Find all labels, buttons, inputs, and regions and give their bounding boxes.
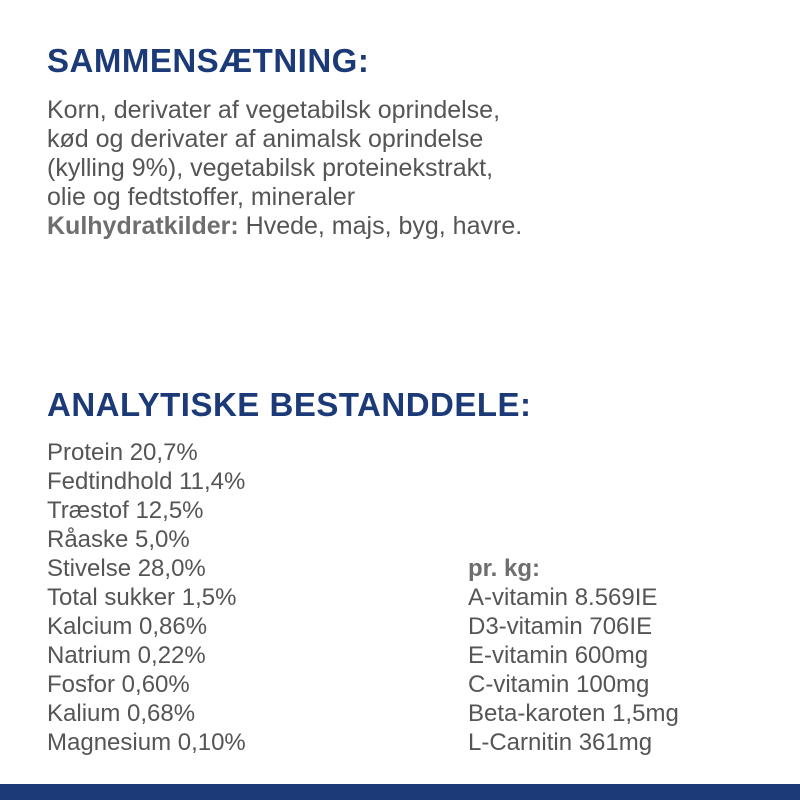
analysis-item: Magnesium 0,10%: [47, 729, 246, 756]
analysis-item: Træstof 12,5%: [47, 497, 204, 524]
analysis-item: Kalcium 0,86%: [47, 613, 208, 640]
carb-sources-line: [47, 212, 767, 241]
analysis-item: Fosfor 0,60%: [47, 671, 190, 698]
bottom-bar: [0, 784, 800, 800]
analysis-item: Fedtindhold 11,4%: [47, 468, 246, 495]
carb-sources-value: Hvede, majs, byg, havre.: [238, 212, 523, 240]
vitamin-item: L-Carnitin 361mg: [468, 729, 653, 756]
composition-line: olie og fedtstoffer, mineraler: [47, 183, 356, 211]
analysis-item: Råaske 5,0%: [47, 526, 190, 553]
analysis-item: Total sukker 1,5%: [47, 584, 237, 611]
vitamin-item: C-vitamin 100mg: [468, 671, 650, 698]
analysis-item: Natrium 0,22%: [47, 642, 206, 669]
composition-text: [47, 96, 767, 241]
per-kg-label: pr. kg:: [468, 555, 541, 582]
analysis-item: Stivelse 28,0%: [47, 555, 206, 582]
carb-sources-label: Kulhydratkilder:: [47, 212, 239, 240]
vitamin-item: A-vitamin 8.569IE: [468, 584, 658, 611]
vitamin-item: D3-vitamin 706IE: [468, 613, 653, 640]
composition-heading: SAMMENSÆTNING:: [47, 42, 370, 79]
analysis-heading: ANALYTISKE BESTANDDELE:: [47, 386, 532, 423]
composition-line: (kylling 9%), vegetabilsk proteinekstrakt,: [47, 154, 494, 182]
analysis-list: [47, 438, 246, 757]
vitamin-list: [468, 554, 679, 757]
composition-line: kød og derivater af animalsk oprindelse: [47, 125, 484, 153]
analysis-item: Protein 20,7%: [47, 439, 198, 466]
composition-line: Korn, derivater af vegetabilsk oprindelse,: [47, 96, 501, 124]
vitamin-item: Beta-karoten 1,5mg: [468, 700, 679, 727]
vitamin-item: E-vitamin 600mg: [468, 642, 649, 669]
analysis-item: Kalium 0,68%: [47, 700, 196, 727]
